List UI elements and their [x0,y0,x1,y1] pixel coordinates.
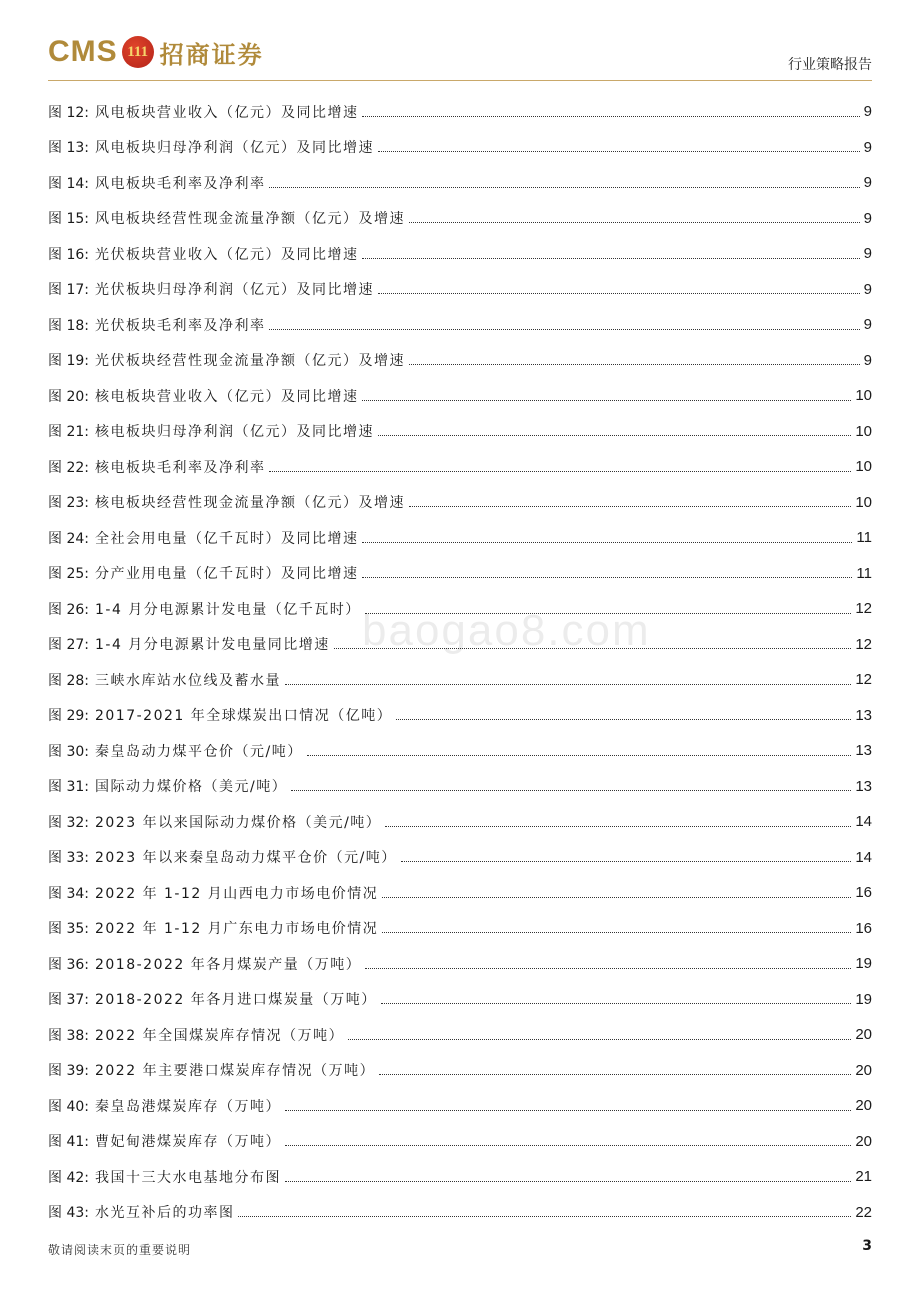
toc-figure-title[interactable]: 2023 年以来国际动力煤价格（美元/吨） [94,814,382,831]
toc-figure-title[interactable]: 秦皇岛港煤炭库存（万吨） [94,1098,281,1115]
toc-figure-title[interactable]: 光伏板块归母净利润（亿元）及同比增速 [94,282,374,299]
toc-figure-label: 图 33: [48,850,89,867]
toc-page-number[interactable]: 20 [855,1026,872,1044]
toc-entry[interactable] [48,1017,872,1053]
toc-dot-leader [285,1109,851,1111]
toc-figure-label: 图 23: [48,495,89,512]
toc-figure-title[interactable]: 风电板块归母净利润（亿元）及同比增速 [94,140,374,157]
header-divider [48,80,872,81]
toc-page-number[interactable]: 13 [855,706,872,724]
toc-figure-label: 图 34: [48,885,89,902]
toc-entry[interactable] [48,165,872,201]
toc-figure-title[interactable]: 分产业用电量（亿千瓦时）及同比增速 [94,566,359,583]
toc-page-number[interactable]: 20 [855,1061,872,1079]
toc-figure-label: 图 21: [48,424,89,441]
toc-page-number[interactable]: 9 [863,245,872,263]
toc-dot-leader [307,754,852,756]
toc-figure-title[interactable]: 全社会用电量（亿千瓦时）及同比增速 [94,530,359,547]
toc-entry[interactable] [48,875,872,911]
toc-dot-leader [362,576,852,578]
toc-entry[interactable] [48,1053,872,1089]
toc-figure-label: 图 39: [48,1063,89,1080]
toc-entry[interactable] [48,520,872,556]
toc-entry[interactable] [48,1159,872,1195]
toc-entry[interactable] [48,733,872,769]
toc-figure-title[interactable]: 1-4 月分电源累计发电量同比增速 [94,637,330,654]
toc-figure-label: 图 14: [48,175,89,192]
toc-entry[interactable] [48,840,872,876]
toc-entry[interactable] [48,272,872,308]
toc-page-number[interactable]: 9 [863,316,872,334]
toc-figure-title[interactable]: 风电板块经营性现金流量净额（亿元）及增速 [94,211,405,228]
toc-figure-label: 图 15: [48,211,89,228]
toc-entry[interactable] [48,307,872,343]
logo-cms-text: CMS [48,35,118,68]
toc-dot-leader [409,505,851,507]
toc-dot-leader [285,1180,851,1182]
toc-page-number[interactable]: 9 [863,209,872,227]
toc-entry[interactable] [48,130,872,166]
toc-dot-leader [238,1215,851,1217]
toc-figure-title[interactable]: 1-4 月分电源累计发电量（亿千瓦时） [94,601,361,618]
toc-entry[interactable] [48,414,872,450]
toc-entry[interactable] [48,94,872,130]
toc-figure-title[interactable]: 曹妃甸港煤炭库存（万吨） [94,1134,281,1151]
toc-figure-label: 图 29: [48,708,89,725]
toc-dot-leader [379,1073,851,1075]
toc-entry[interactable] [48,485,872,521]
toc-entry[interactable] [48,946,872,982]
toc-entry[interactable] [48,449,872,485]
toc-entry[interactable] [48,911,872,947]
toc-figure-title[interactable]: 2023 年以来秦皇岛动力煤平仓价（元/吨） [94,850,397,867]
logo-company-name: 招商证券 [159,39,264,69]
toc-page-number[interactable]: 10 [855,458,872,476]
toc-figure-title[interactable]: 核电板块毛利率及净利率 [94,459,266,476]
footer-notice: 敬请阅读末页的重要说明 [48,1243,192,1257]
toc-figure-title[interactable]: 秦皇岛动力煤平仓价（元/吨） [94,743,303,760]
toc-figure-label: 图 16: [48,246,89,263]
toc-figure-title[interactable]: 2018-2022 年各月进口煤炭量（万吨） [94,992,377,1009]
toc-figure-title[interactable]: 国际动力煤价格（美元/吨） [94,779,288,796]
toc-entry[interactable] [48,698,872,734]
toc-figure-label: 图 37: [48,992,89,1009]
toc-dot-leader [409,221,860,223]
toc-page-number[interactable]: 10 [855,422,872,440]
toc-figure-label: 图 12: [48,104,89,121]
toc-page-number[interactable]: 10 [855,387,872,405]
toc-entry[interactable] [48,201,872,237]
toc-entry[interactable] [48,236,872,272]
toc-entry[interactable] [48,556,872,592]
toc-entry[interactable] [48,1124,872,1160]
toc-page-number[interactable]: 9 [863,174,872,192]
toc-figure-label: 图 40: [48,1098,89,1115]
toc-figure-label: 图 31: [48,779,89,796]
toc-figure-title[interactable]: 光伏板块营业收入（亿元）及同比增速 [94,246,359,263]
toc-figure-title[interactable]: 风电板块营业收入（亿元）及同比增速 [94,104,359,121]
toc-figure-label: 图 18: [48,317,89,334]
toc-dot-leader [269,328,859,330]
toc-page-number[interactable]: 9 [863,280,872,298]
toc-figure-title[interactable]: 风电板块毛利率及净利率 [94,175,266,192]
toc-page-number[interactable]: 11 [856,564,872,582]
toc-figure-label: 图 43: [48,1205,89,1222]
toc-dot-leader [362,257,859,259]
toc-dot-leader [365,967,851,969]
toc-page-number[interactable]: 11 [856,529,872,547]
cms-logo [48,32,264,72]
toc-page-number[interactable]: 16 [855,884,872,902]
toc-page-number[interactable]: 21 [855,1168,872,1186]
toc-entry[interactable] [48,662,872,698]
toc-dot-leader [381,1002,852,1004]
toc-page-number[interactable]: 13 [855,742,872,760]
report-type: 行业策略报告 [788,57,872,73]
toc-dot-leader [401,860,852,862]
toc-figure-label: 图 41: [48,1134,89,1151]
toc-figure-title[interactable]: 光伏板块经营性现金流量净额（亿元）及增速 [94,353,405,370]
toc-figure-label: 图 32: [48,814,89,831]
toc-page-number[interactable]: 9 [863,351,872,369]
toc-figure-label: 图 25: [48,566,89,583]
toc-figure-label: 图 38: [48,1027,89,1044]
toc-figure-title[interactable]: 光伏板块毛利率及净利率 [94,317,266,334]
watermark: baogao8.com [362,606,651,655]
toc-dot-leader [396,718,851,720]
toc-figure-label: 图 24: [48,530,89,547]
logo-emblem-icon: 111 [122,36,154,68]
toc-entry[interactable] [48,1088,872,1124]
toc-dot-leader [362,115,859,117]
toc-figure-label: 图 42: [48,1169,89,1186]
toc-page-number[interactable]: 12 [855,671,872,689]
toc-dot-leader [269,186,859,188]
toc-page-number[interactable]: 20 [855,1097,872,1115]
toc-figure-label: 图 35: [48,921,89,938]
toc-dot-leader [285,1144,851,1146]
toc-figure-title[interactable]: 核电板块经营性现金流量净额（亿元）及增速 [94,495,405,512]
toc-page-number[interactable]: 19 [855,955,872,973]
toc-figure-title[interactable]: 水光互补后的功率图 [94,1205,235,1222]
toc-figure-label: 图 27: [48,637,89,654]
toc-page-number[interactable]: 14 [855,848,872,866]
toc-entry[interactable] [48,1195,872,1231]
toc-figure-title[interactable]: 我国十三大水电基地分布图 [94,1169,281,1186]
page-number: 3 [862,1238,872,1254]
toc-page-number[interactable]: 20 [855,1132,872,1150]
toc-figure-label: 图 36: [48,956,89,973]
toc-figure-title[interactable]: 2017-2021 年全球煤炭出口情况（亿吨） [94,708,393,725]
toc-dot-leader [382,896,851,898]
toc-page-number[interactable]: 14 [855,813,872,831]
toc-dot-leader [378,150,860,152]
toc-entry[interactable] [48,769,872,805]
toc-figure-title[interactable]: 核电板块营业收入（亿元）及同比增速 [94,388,359,405]
toc-dot-leader [291,789,851,791]
toc-dot-leader [348,1038,851,1040]
toc-page-number[interactable]: 22 [855,1203,872,1221]
toc-figure-title[interactable]: 2022 年主要港口煤炭库存情况（万吨） [94,1063,376,1080]
toc-figure-title[interactable]: 核电板块归母净利润（亿元）及同比增速 [94,424,374,441]
toc-figure-label: 图 19: [48,353,89,370]
toc-dot-leader [285,683,851,685]
toc-figure-label: 图 13: [48,140,89,157]
toc-figure-label: 图 20: [48,388,89,405]
toc-page-number[interactable]: 9 [863,138,872,156]
toc-figure-label: 图 22: [48,459,89,476]
toc-figure-label: 图 26: [48,601,89,618]
toc-dot-leader [382,931,851,933]
toc-figure-title[interactable]: 2018-2022 年各月煤炭产量（万吨） [94,956,362,973]
toc-figure-label: 图 30: [48,743,89,760]
toc-dot-leader [362,399,851,401]
toc-page-number[interactable]: 13 [855,777,872,795]
toc-page-number[interactable]: 9 [863,103,872,121]
toc-dot-leader [385,825,851,827]
toc-dot-leader [378,434,851,436]
toc-dot-leader [378,292,860,294]
toc-dot-leader [269,470,851,472]
toc-figure-label: 图 28: [48,672,89,689]
toc-entry[interactable] [48,378,872,414]
page-header [0,0,920,84]
toc-figure-title[interactable]: 三峡水库站水位线及蓄水量 [94,672,281,689]
toc-figure-label: 图 17: [48,282,89,299]
toc-figure-title[interactable]: 2022 年 1-12 月广东电力市场电价情况 [94,921,379,938]
toc-dot-leader [362,541,852,543]
toc-entry[interactable] [48,804,872,840]
toc-dot-leader [409,363,860,365]
toc-page-number[interactable]: 19 [855,990,872,1008]
toc-page-number[interactable]: 16 [855,919,872,937]
toc-page-number[interactable]: 12 [855,600,872,618]
toc-page-number[interactable]: 12 [855,635,872,653]
toc-page-number[interactable]: 10 [855,493,872,511]
toc-figure-title[interactable]: 2022 年全国煤炭库存情况（万吨） [94,1027,345,1044]
toc-entry[interactable] [48,982,872,1018]
figure-toc-list [48,94,872,1230]
toc-figure-title[interactable]: 2022 年 1-12 月山西电力市场电价情况 [94,885,379,902]
toc-entry[interactable] [48,343,872,379]
